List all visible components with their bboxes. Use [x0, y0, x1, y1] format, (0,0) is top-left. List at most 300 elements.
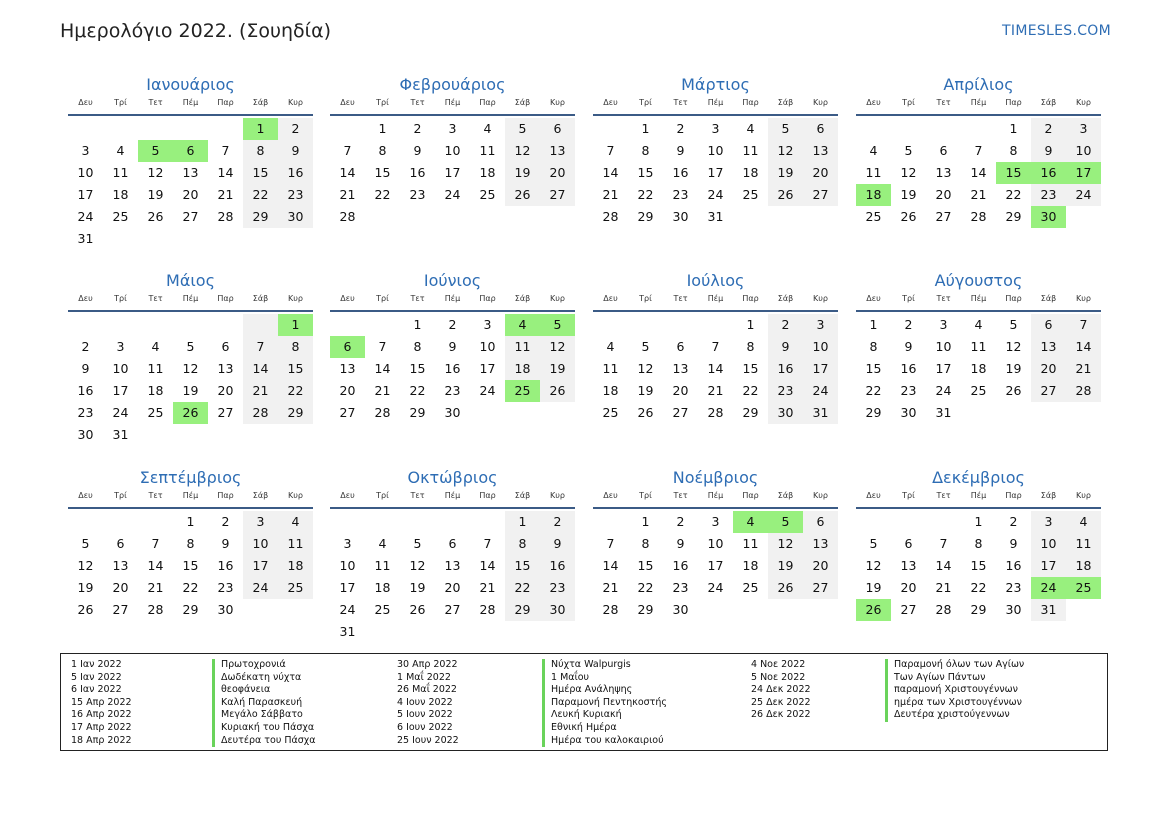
day-cell[interactable]: 17	[243, 555, 278, 577]
holiday-day-cell[interactable]: 15	[996, 162, 1031, 184]
day-cell[interactable]: 21	[243, 380, 278, 402]
day-cell[interactable]: 20	[182, 187, 199, 202]
day-cell[interactable]: 1	[746, 317, 755, 332]
day-cell[interactable]: 20	[900, 580, 917, 595]
day-cell[interactable]: 30	[768, 402, 803, 424]
day-cell[interactable]: 16	[278, 162, 313, 184]
day-cell[interactable]: 8	[378, 143, 387, 158]
day-cell[interactable]: 10	[1066, 140, 1101, 162]
day-cell[interactable]: 8	[1009, 143, 1018, 158]
day-cell[interactable]: 18	[742, 165, 759, 180]
day-cell[interactable]: 14	[935, 558, 952, 573]
day-cell[interactable]: 7	[483, 536, 492, 551]
day-cell[interactable]: 17	[339, 580, 356, 595]
day-cell[interactable]: 10	[112, 361, 129, 376]
day-cell[interactable]: 31	[112, 427, 129, 442]
day-cell[interactable]: 26	[637, 405, 654, 420]
holiday-day-cell[interactable]: 6	[173, 140, 208, 162]
day-cell[interactable]: 17	[707, 165, 724, 180]
day-cell[interactable]: 3	[343, 536, 352, 551]
day-cell[interactable]: 21	[479, 580, 496, 595]
day-cell[interactable]: 30	[1005, 602, 1022, 617]
day-cell[interactable]: 16	[768, 358, 803, 380]
day-cell[interactable]: 6	[116, 536, 125, 551]
day-cell[interactable]: 29	[1005, 209, 1022, 224]
day-cell[interactable]: 10	[707, 536, 724, 551]
day-cell[interactable]: 27	[182, 209, 199, 224]
holiday-day-cell[interactable]: 24	[1031, 577, 1066, 599]
day-cell[interactable]: 11	[112, 165, 129, 180]
holiday-day-cell[interactable]: 5	[138, 140, 173, 162]
day-cell[interactable]: 27	[217, 405, 234, 420]
day-cell[interactable]: 8	[641, 536, 650, 551]
day-cell[interactable]: 9	[540, 533, 575, 555]
day-cell[interactable]: 10	[803, 336, 838, 358]
day-cell[interactable]: 5	[186, 339, 195, 354]
day-cell[interactable]: 10	[77, 165, 94, 180]
day-cell[interactable]: 31	[77, 231, 94, 246]
day-cell[interactable]: 21	[217, 187, 234, 202]
day-cell[interactable]: 14	[147, 558, 164, 573]
day-cell[interactable]: 16	[77, 383, 94, 398]
day-cell[interactable]: 29	[409, 405, 426, 420]
day-cell[interactable]: 12	[409, 558, 426, 573]
day-cell[interactable]: 12	[768, 140, 803, 162]
day-cell[interactable]: 17	[479, 361, 496, 376]
day-cell[interactable]: 11	[278, 533, 313, 555]
day-cell[interactable]: 23	[409, 187, 426, 202]
day-cell[interactable]: 28	[339, 209, 356, 224]
day-cell[interactable]: 17	[444, 165, 461, 180]
day-cell[interactable]: 2	[221, 514, 230, 529]
day-cell[interactable]: 13	[444, 558, 461, 573]
holiday-day-cell[interactable]: 4	[505, 314, 540, 336]
day-cell[interactable]: 31	[935, 405, 952, 420]
day-cell[interactable]: 28	[935, 602, 952, 617]
day-cell[interactable]: 1	[641, 121, 650, 136]
day-cell[interactable]: 23	[278, 184, 313, 206]
day-cell[interactable]: 8	[869, 339, 878, 354]
day-cell[interactable]: 30	[77, 427, 94, 442]
day-cell[interactable]: 4	[278, 511, 313, 533]
day-cell[interactable]: 22	[637, 580, 654, 595]
day-cell[interactable]: 25	[865, 209, 882, 224]
day-cell[interactable]: 6	[904, 536, 913, 551]
day-cell[interactable]: 8	[186, 536, 195, 551]
day-cell[interactable]: 6	[1031, 314, 1066, 336]
holiday-day-cell[interactable]: 18	[856, 184, 891, 206]
day-cell[interactable]: 4	[974, 317, 983, 332]
day-cell[interactable]: 5	[869, 536, 878, 551]
day-cell[interactable]: 23	[1005, 580, 1022, 595]
day-cell[interactable]: 4	[1066, 511, 1101, 533]
day-cell[interactable]: 2	[1031, 118, 1066, 140]
day-cell[interactable]: 1	[186, 514, 195, 529]
day-cell[interactable]: 26	[900, 209, 917, 224]
day-cell[interactable]: 3	[448, 121, 457, 136]
day-cell[interactable]: 19	[865, 580, 882, 595]
day-cell[interactable]: 25	[742, 580, 759, 595]
day-cell[interactable]: 11	[147, 361, 164, 376]
day-cell[interactable]: 19	[409, 580, 426, 595]
day-cell[interactable]: 24	[444, 187, 461, 202]
day-cell[interactable]: 18	[742, 558, 759, 573]
day-cell[interactable]: 5	[81, 536, 90, 551]
holiday-day-cell[interactable]: 26	[856, 599, 891, 621]
day-cell[interactable]: 14	[602, 165, 619, 180]
day-cell[interactable]: 21	[339, 187, 356, 202]
day-cell[interactable]: 8	[413, 339, 422, 354]
day-cell[interactable]: 4	[116, 143, 125, 158]
day-cell[interactable]: 23	[768, 380, 803, 402]
day-cell[interactable]: 15	[865, 361, 882, 376]
day-cell[interactable]: 8	[243, 140, 278, 162]
day-cell[interactable]: 11	[505, 336, 540, 358]
day-cell[interactable]: 30	[672, 209, 689, 224]
day-cell[interactable]: 19	[1005, 361, 1022, 376]
day-cell[interactable]: 29	[742, 405, 759, 420]
day-cell[interactable]: 24	[707, 187, 724, 202]
day-cell[interactable]: 26	[409, 602, 426, 617]
day-cell[interactable]: 3	[803, 314, 838, 336]
day-cell[interactable]: 22	[970, 580, 987, 595]
day-cell[interactable]: 20	[540, 162, 575, 184]
day-cell[interactable]: 12	[540, 336, 575, 358]
day-cell[interactable]: 7	[711, 339, 720, 354]
day-cell[interactable]: 23	[1031, 184, 1066, 206]
day-cell[interactable]: 22	[243, 184, 278, 206]
day-cell[interactable]: 30	[444, 405, 461, 420]
day-cell[interactable]: 6	[676, 339, 685, 354]
day-cell[interactable]: 6	[803, 118, 838, 140]
day-cell[interactable]: 9	[768, 336, 803, 358]
day-cell[interactable]: 15	[970, 558, 987, 573]
day-cell[interactable]: 27	[900, 602, 917, 617]
day-cell[interactable]: 28	[374, 405, 391, 420]
day-cell[interactable]: 14	[707, 361, 724, 376]
day-cell[interactable]: 19	[77, 580, 94, 595]
day-cell[interactable]: 27	[112, 602, 129, 617]
day-cell[interactable]: 21	[935, 580, 952, 595]
day-cell[interactable]: 22	[182, 580, 199, 595]
holiday-day-cell[interactable]: 25	[505, 380, 540, 402]
day-cell[interactable]: 16	[672, 165, 689, 180]
day-cell[interactable]: 24	[112, 405, 129, 420]
day-cell[interactable]: 10	[339, 558, 356, 573]
day-cell[interactable]: 29	[278, 402, 313, 424]
day-cell[interactable]: 23	[444, 383, 461, 398]
day-cell[interactable]: 9	[1031, 140, 1066, 162]
day-cell[interactable]: 21	[602, 580, 619, 595]
day-cell[interactable]: 11	[479, 143, 496, 158]
day-cell[interactable]: 30	[540, 599, 575, 621]
day-cell[interactable]: 22	[409, 383, 426, 398]
day-cell[interactable]: 29	[637, 209, 654, 224]
day-cell[interactable]: 15	[243, 162, 278, 184]
day-cell[interactable]: 31	[1031, 599, 1066, 621]
day-cell[interactable]: 19	[768, 555, 803, 577]
day-cell[interactable]: 12	[1005, 339, 1022, 354]
day-cell[interactable]: 29	[182, 602, 199, 617]
day-cell[interactable]: 15	[278, 358, 313, 380]
day-cell[interactable]: 7	[974, 143, 983, 158]
day-cell[interactable]: 20	[803, 162, 838, 184]
day-cell[interactable]: 30	[278, 206, 313, 228]
day-cell[interactable]: 25	[970, 383, 987, 398]
day-cell[interactable]: 8	[278, 336, 313, 358]
day-cell[interactable]: 18	[374, 580, 391, 595]
day-cell[interactable]: 14	[243, 358, 278, 380]
day-cell[interactable]: 9	[448, 339, 457, 354]
day-cell[interactable]: 27	[1031, 380, 1066, 402]
day-cell[interactable]: 9	[81, 361, 90, 376]
day-cell[interactable]: 20	[672, 383, 689, 398]
day-cell[interactable]: 26	[768, 184, 803, 206]
day-cell[interactable]: 13	[900, 558, 917, 573]
day-cell[interactable]: 25	[479, 187, 496, 202]
day-cell[interactable]: 28	[707, 405, 724, 420]
day-cell[interactable]: 14	[479, 558, 496, 573]
day-cell[interactable]: 7	[939, 536, 948, 551]
day-cell[interactable]: 14	[1066, 336, 1101, 358]
day-cell[interactable]: 21	[374, 383, 391, 398]
day-cell[interactable]: 12	[900, 165, 917, 180]
day-cell[interactable]: 19	[147, 187, 164, 202]
day-cell[interactable]: 20	[935, 187, 952, 202]
holiday-day-cell[interactable]: 5	[768, 511, 803, 533]
day-cell[interactable]: 12	[865, 558, 882, 573]
day-cell[interactable]: 10	[1031, 533, 1066, 555]
day-cell[interactable]: 20	[803, 555, 838, 577]
day-cell[interactable]: 14	[970, 165, 987, 180]
day-cell[interactable]: 17	[803, 358, 838, 380]
day-cell[interactable]: 5	[413, 536, 422, 551]
holiday-day-cell[interactable]: 25	[1066, 577, 1101, 599]
day-cell[interactable]: 18	[112, 187, 129, 202]
holiday-day-cell[interactable]: 17	[1066, 162, 1101, 184]
day-cell[interactable]: 16	[540, 555, 575, 577]
day-cell[interactable]: 11	[970, 339, 987, 354]
day-cell[interactable]: 15	[505, 555, 540, 577]
day-cell[interactable]: 25	[112, 209, 129, 224]
day-cell[interactable]: 2	[448, 317, 457, 332]
day-cell[interactable]: 30	[900, 405, 917, 420]
day-cell[interactable]: 24	[707, 580, 724, 595]
day-cell[interactable]: 2	[676, 514, 685, 529]
day-cell[interactable]: 27	[672, 405, 689, 420]
day-cell[interactable]: 23	[672, 580, 689, 595]
day-cell[interactable]: 15	[182, 558, 199, 573]
day-cell[interactable]: 16	[217, 558, 234, 573]
day-cell[interactable]: 17	[112, 383, 129, 398]
day-cell[interactable]: 29	[243, 206, 278, 228]
day-cell[interactable]: 22	[742, 383, 759, 398]
day-cell[interactable]: 3	[939, 317, 948, 332]
day-cell[interactable]: 12	[147, 165, 164, 180]
day-cell[interactable]: 27	[803, 577, 838, 599]
day-cell[interactable]: 17	[935, 361, 952, 376]
day-cell[interactable]: 16	[900, 361, 917, 376]
day-cell[interactable]: 16	[672, 558, 689, 573]
day-cell[interactable]: 1	[413, 317, 422, 332]
day-cell[interactable]: 6	[221, 339, 230, 354]
day-cell[interactable]: 12	[505, 140, 540, 162]
day-cell[interactable]: 29	[637, 602, 654, 617]
day-cell[interactable]: 30	[672, 602, 689, 617]
day-cell[interactable]: 13	[540, 140, 575, 162]
day-cell[interactable]: 9	[413, 143, 422, 158]
day-cell[interactable]: 23	[217, 580, 234, 595]
day-cell[interactable]: 24	[935, 383, 952, 398]
day-cell[interactable]: 7	[343, 143, 352, 158]
day-cell[interactable]: 13	[935, 165, 952, 180]
day-cell[interactable]: 24	[243, 577, 278, 599]
day-cell[interactable]: 18	[147, 383, 164, 398]
day-cell[interactable]: 21	[970, 187, 987, 202]
day-cell[interactable]: 15	[742, 361, 759, 376]
day-cell[interactable]: 15	[637, 165, 654, 180]
day-cell[interactable]: 3	[483, 317, 492, 332]
day-cell[interactable]: 4	[746, 121, 755, 136]
day-cell[interactable]: 23	[540, 577, 575, 599]
day-cell[interactable]: 20	[1031, 358, 1066, 380]
day-cell[interactable]: 1	[505, 511, 540, 533]
day-cell[interactable]: 18	[602, 383, 619, 398]
day-cell[interactable]: 6	[540, 118, 575, 140]
day-cell[interactable]: 4	[869, 143, 878, 158]
day-cell[interactable]: 11	[602, 361, 619, 376]
day-cell[interactable]: 22	[505, 577, 540, 599]
day-cell[interactable]: 4	[606, 339, 615, 354]
day-cell[interactable]: 18	[278, 555, 313, 577]
day-cell[interactable]: 15	[374, 165, 391, 180]
day-cell[interactable]: 28	[147, 602, 164, 617]
day-cell[interactable]: 17	[1031, 555, 1066, 577]
day-cell[interactable]: 15	[409, 361, 426, 376]
day-cell[interactable]: 14	[217, 165, 234, 180]
day-cell[interactable]: 18	[505, 358, 540, 380]
day-cell[interactable]: 28	[1066, 380, 1101, 402]
day-cell[interactable]: 24	[339, 602, 356, 617]
holiday-day-cell[interactable]: 6	[330, 336, 365, 358]
day-cell[interactable]: 26	[147, 209, 164, 224]
day-cell[interactable]: 2	[278, 118, 313, 140]
day-cell[interactable]: 24	[803, 380, 838, 402]
day-cell[interactable]: 28	[602, 209, 619, 224]
day-cell[interactable]: 24	[479, 383, 496, 398]
day-cell[interactable]: 24	[1066, 184, 1101, 206]
day-cell[interactable]: 1	[974, 514, 983, 529]
day-cell[interactable]: 2	[540, 511, 575, 533]
day-cell[interactable]: 9	[221, 536, 230, 551]
day-cell[interactable]: 12	[768, 533, 803, 555]
day-cell[interactable]: 31	[803, 402, 838, 424]
holiday-day-cell[interactable]: 26	[173, 402, 208, 424]
day-cell[interactable]: 13	[803, 140, 838, 162]
day-cell[interactable]: 10	[935, 339, 952, 354]
day-cell[interactable]: 4	[378, 536, 387, 551]
day-cell[interactable]: 18	[970, 361, 987, 376]
day-cell[interactable]: 9	[904, 339, 913, 354]
day-cell[interactable]: 6	[448, 536, 457, 551]
day-cell[interactable]: 20	[217, 383, 234, 398]
day-cell[interactable]: 27	[339, 405, 356, 420]
day-cell[interactable]: 2	[413, 121, 422, 136]
day-cell[interactable]: 5	[904, 143, 913, 158]
day-cell[interactable]: 13	[339, 361, 356, 376]
day-cell[interactable]: 3	[711, 121, 720, 136]
day-cell[interactable]: 2	[768, 314, 803, 336]
day-cell[interactable]: 14	[602, 558, 619, 573]
day-cell[interactable]: 16	[1005, 558, 1022, 573]
day-cell[interactable]: 22	[278, 380, 313, 402]
day-cell[interactable]: 28	[217, 209, 234, 224]
day-cell[interactable]: 20	[112, 580, 129, 595]
day-cell[interactable]: 25	[742, 187, 759, 202]
holiday-day-cell[interactable]: 1	[278, 314, 313, 336]
day-cell[interactable]: 27	[935, 209, 952, 224]
day-cell[interactable]: 7	[151, 536, 160, 551]
day-cell[interactable]: 2	[1009, 514, 1018, 529]
day-cell[interactable]: 12	[77, 558, 94, 573]
brand-link[interactable]: TIMESLES.COM	[1002, 23, 1111, 39]
day-cell[interactable]: 31	[707, 209, 724, 224]
day-cell[interactable]: 5	[641, 339, 650, 354]
day-cell[interactable]: 7	[221, 143, 230, 158]
day-cell[interactable]: 29	[970, 602, 987, 617]
day-cell[interactable]: 13	[672, 361, 689, 376]
day-cell[interactable]: 13	[1031, 336, 1066, 358]
day-cell[interactable]: 26	[77, 602, 94, 617]
day-cell[interactable]: 26	[1005, 383, 1022, 398]
day-cell[interactable]: 7	[243, 336, 278, 358]
day-cell[interactable]: 13	[182, 165, 199, 180]
day-cell[interactable]: 9	[278, 140, 313, 162]
day-cell[interactable]: 5	[1009, 317, 1018, 332]
day-cell[interactable]: 1	[869, 317, 878, 332]
day-cell[interactable]: 22	[1005, 187, 1022, 202]
day-cell[interactable]: 2	[81, 339, 90, 354]
day-cell[interactable]: 2	[676, 121, 685, 136]
day-cell[interactable]: 11	[742, 536, 759, 551]
day-cell[interactable]: 1	[378, 121, 387, 136]
day-cell[interactable]: 28	[602, 602, 619, 617]
day-cell[interactable]: 13	[217, 361, 234, 376]
day-cell[interactable]: 22	[637, 187, 654, 202]
day-cell[interactable]: 1	[641, 514, 650, 529]
day-cell[interactable]: 19	[505, 162, 540, 184]
day-cell[interactable]: 29	[865, 405, 882, 420]
day-cell[interactable]: 12	[182, 361, 199, 376]
day-cell[interactable]: 16	[409, 165, 426, 180]
day-cell[interactable]: 19	[768, 162, 803, 184]
day-cell[interactable]: 9	[676, 143, 685, 158]
day-cell[interactable]: 17	[77, 187, 94, 202]
day-cell[interactable]: 1	[1009, 121, 1018, 136]
day-cell[interactable]: 25	[278, 577, 313, 599]
day-cell[interactable]: 22	[374, 187, 391, 202]
day-cell[interactable]: 19	[900, 187, 917, 202]
holiday-day-cell[interactable]: 5	[540, 314, 575, 336]
day-cell[interactable]: 5	[505, 118, 540, 140]
day-cell[interactable]: 7	[1066, 314, 1101, 336]
day-cell[interactable]: 10	[479, 339, 496, 354]
day-cell[interactable]: 11	[865, 165, 882, 180]
day-cell[interactable]: 26	[540, 380, 575, 402]
day-cell[interactable]: 26	[505, 184, 540, 206]
day-cell[interactable]: 19	[637, 383, 654, 398]
holiday-day-cell[interactable]: 16	[1031, 162, 1066, 184]
